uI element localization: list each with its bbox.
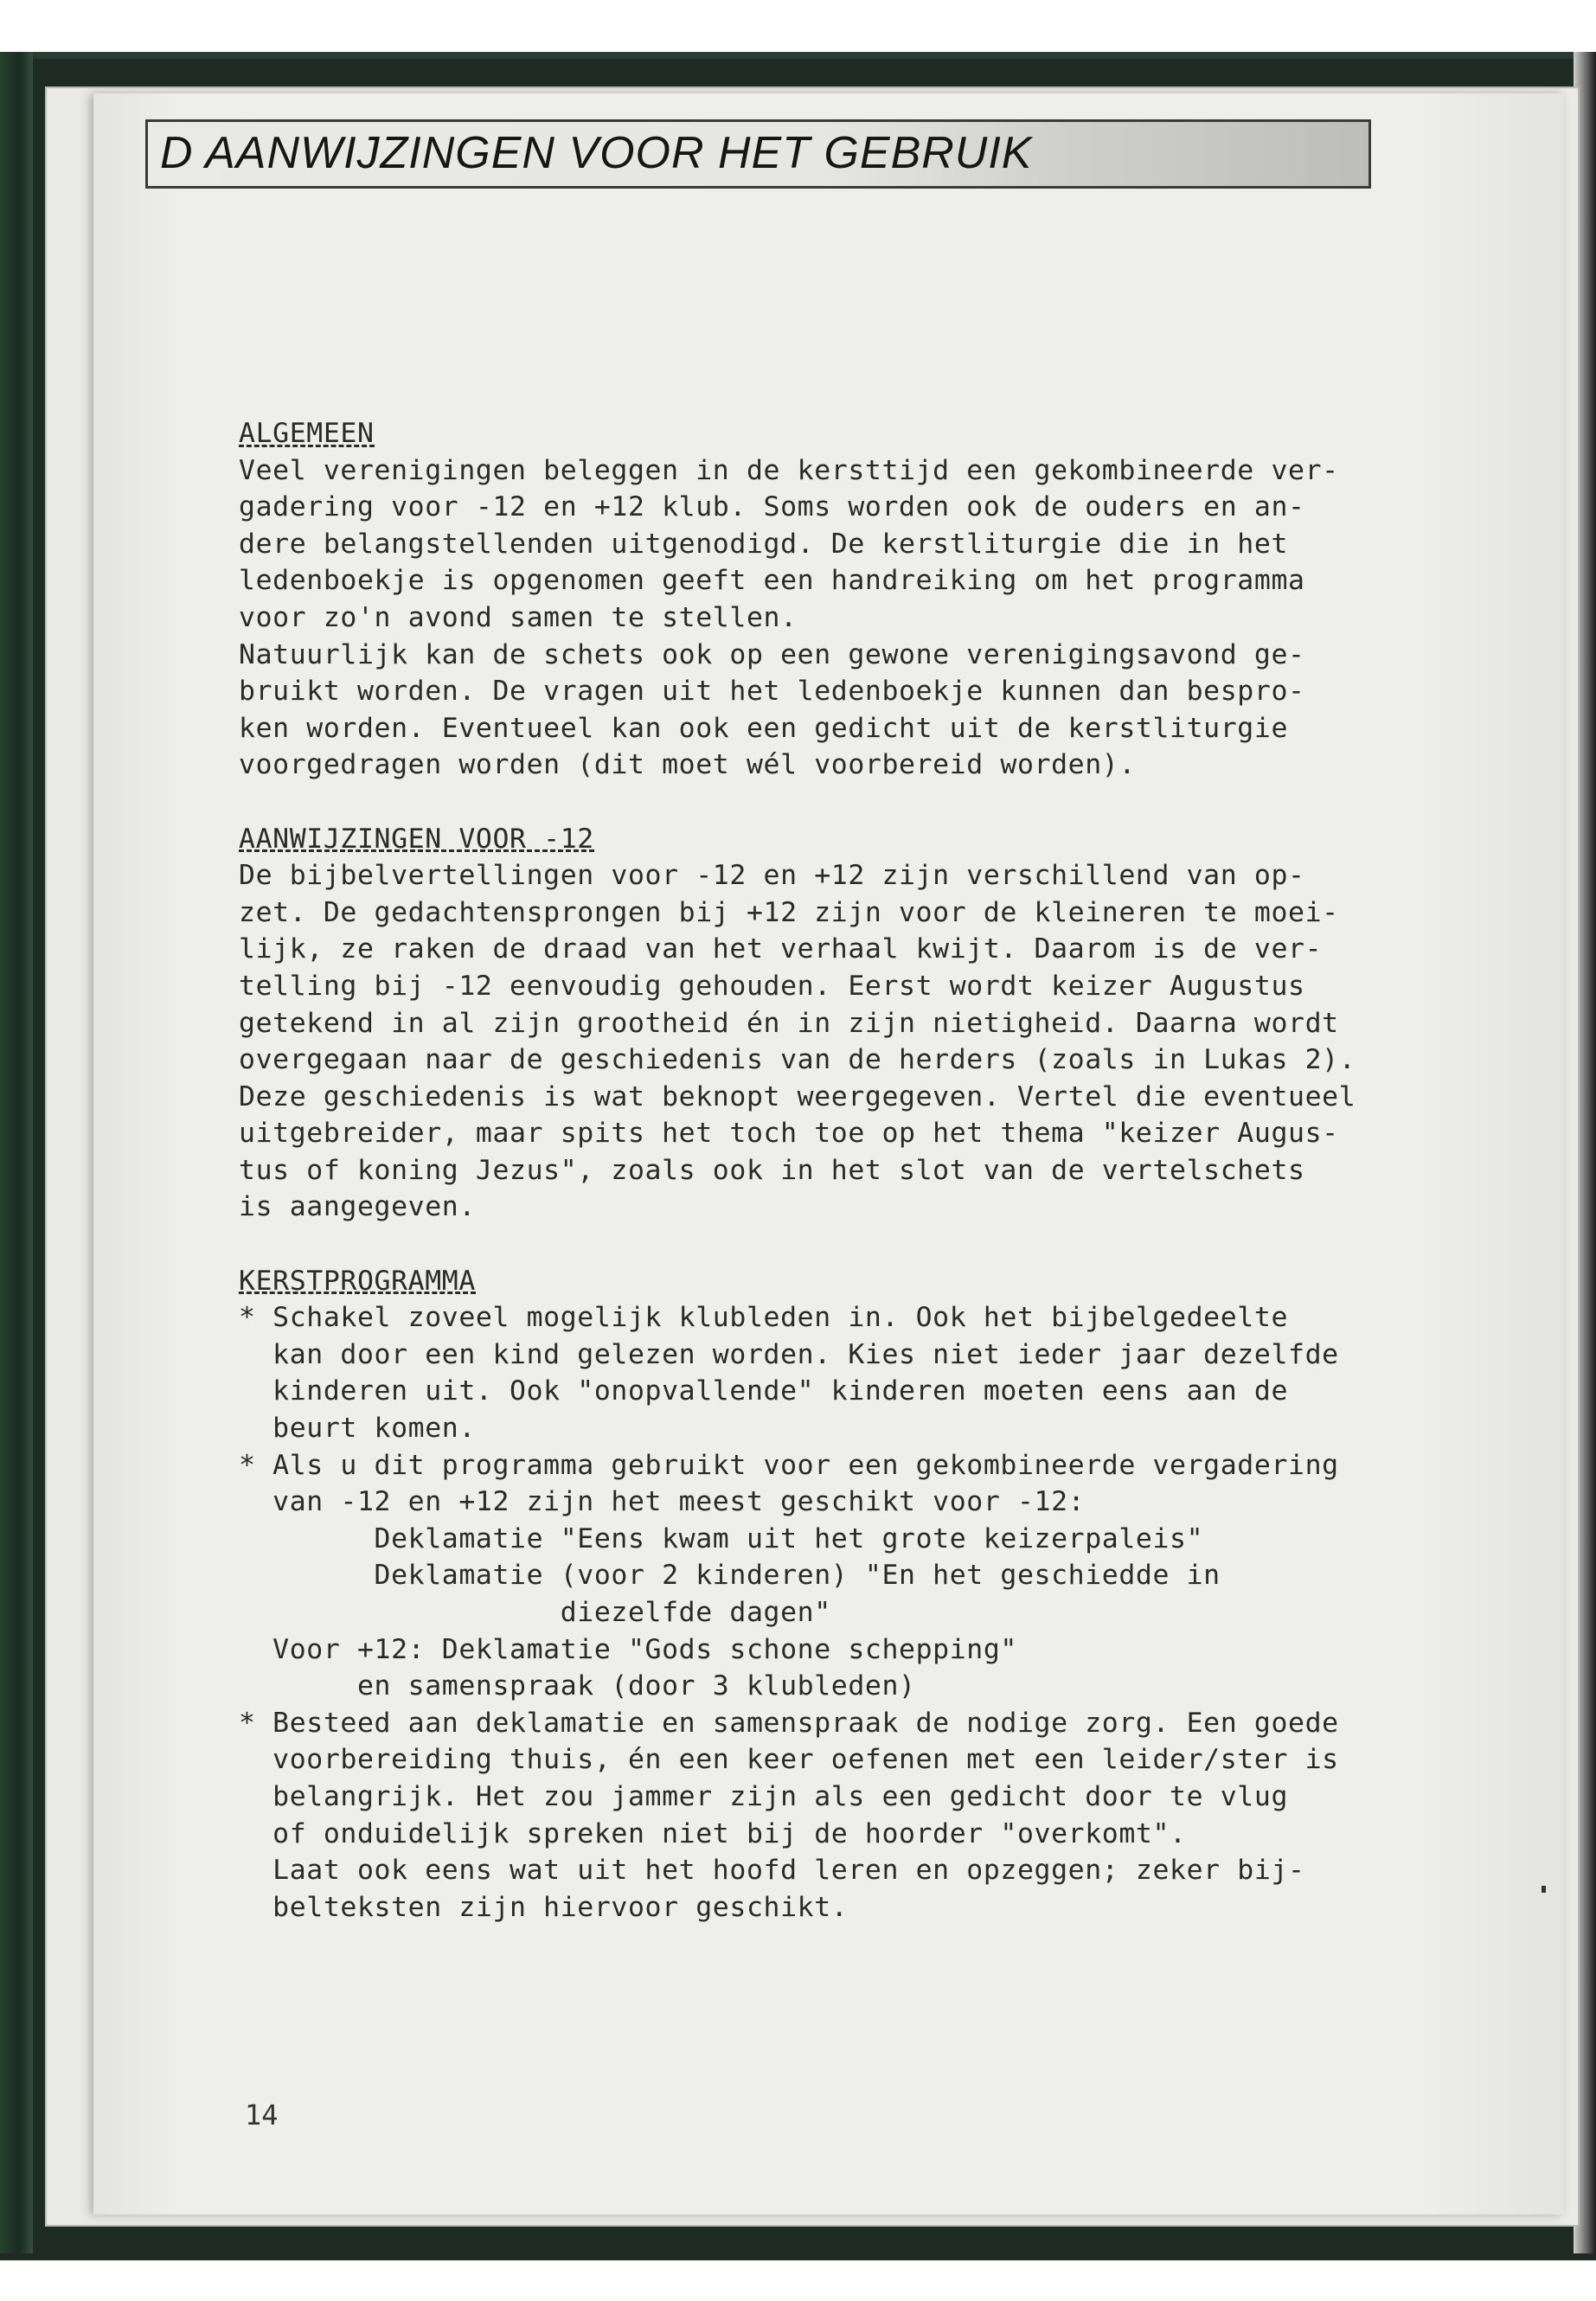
list-line: * Schakel zoveel mogelijk klubleden in. Ook het bijbelgedeelte (239, 1302, 1289, 1334)
paragraph-line: Deze geschiedenis is wat beknopt weergegeven. Vertel die eventueel (239, 1080, 1356, 1112)
list-line: en samenspraak (door 3 klubleden) (239, 1670, 916, 1702)
chapter-title: D AANWIJZINGEN VOOR HET GEBRUIK (160, 128, 1033, 178)
page-content (239, 415, 1484, 1926)
paragraph-line: telling bij -12 eenvoudig gehouden. Eerst wordt keizer Augustus (239, 970, 1305, 1002)
section-title-aanwijzingen: AANWIJZINGEN VOOR -12 (239, 821, 594, 858)
list-line: kan door een kind gelezen worden. Kies niet ieder jaar dezelfde (239, 1338, 1339, 1370)
paragraph-line: is aangegeven. (239, 1191, 476, 1223)
paragraph-line: Veel verenigingen beleggen in de kersttijd een gekombineerde ver- (239, 454, 1339, 486)
list-line: belangrijk. Het zou jammer zijn als een gedicht door te vlug (239, 1780, 1289, 1812)
section-spacer (239, 1226, 1484, 1263)
list-line: * Besteed aan deklamatie en samenspraak de nodige zorg. Een goede (239, 1707, 1339, 1739)
list-line: * Als u dit programma gebruikt voor een gekombineerde vergadering (239, 1449, 1339, 1481)
paragraph-line: overgegaan naar de geschiedenis van de herders (zoals in Lukas 2). (239, 1044, 1356, 1076)
list-line: diezelfde dagen" (239, 1597, 831, 1628)
section-kerstprogramma (239, 1263, 1484, 1926)
paragraph-line: De bijbelvertellingen voor -12 en +12 zijn verschillend van op- (239, 860, 1305, 892)
list-line: beurt komen. (239, 1413, 476, 1445)
paragraph-line: dere belangstellenden uitgenodigd. De kerstliturgie die in het (239, 528, 1289, 560)
list-line: Deklamatie (voor 2 kinderen) "En het geschiedde in (239, 1560, 1221, 1592)
paragraph-line: ledenboekje is opgenomen geeft een handreiking om het programma (239, 565, 1305, 597)
chapter-header-box (145, 119, 1371, 189)
list-line: Laat ook eens wat uit het hoofd leren en opzeggen; zeker bij- (239, 1855, 1305, 1887)
paragraph-line: voorgedragen worden (dit moet wél voorbereid worden). (239, 749, 1136, 781)
section-aanwijzingen (239, 821, 1484, 1227)
section-algemeen (239, 415, 1484, 784)
binder-spine (0, 52, 33, 2253)
paragraph-line: Natuurlijk kan de schets ook op een gewone verenigingsavond ge- (239, 638, 1305, 670)
paragraph-line: zet. De gedachtensprongen bij +12 zijn voor de kleineren te moei- (239, 896, 1339, 928)
section-title-algemeen: ALGEMEEN (239, 415, 375, 452)
list-line: Voor +12: Deklamatie "Gods schone schepping" (239, 1633, 1017, 1665)
list-line: van -12 en +12 zijn het meest geschikt voor -12: (239, 1486, 1086, 1518)
list-line: Deklamatie "Eens kwam uit het grote keizerpaleis" (239, 1522, 1204, 1554)
paragraph-line: gadering voor -12 en +12 klub. Soms worden ook de ouders en an- (239, 491, 1305, 523)
paragraph-line: tus of koning Jezus", zoals ook in het slot van de vertelschets (239, 1154, 1305, 1186)
list-line: kinderen uit. Ook "onopvallende" kinderen moeten eens aan de (239, 1375, 1289, 1407)
list-line: belteksten zijn hiervoor geschikt. (239, 1891, 849, 1923)
paragraph-line: ken worden. Eventueel kan ook een gedicht uit de kerstliturgie (239, 712, 1289, 744)
paragraph-line: lijk, ze raken de draad van het verhaal kwijt. Daarom is de ver- (239, 933, 1323, 965)
paragraph-line: voor zo'n avond samen te stellen. (239, 601, 798, 633)
list-line: of onduidelijk spreken niet bij de hoorder "overkomt". (239, 1817, 1187, 1849)
paragraph-line: uitgebreider, maar spits het toch toe op het thema "keizer Augus- (239, 1118, 1339, 1150)
paper-speck (1542, 1886, 1546, 1893)
page-number: 14 (245, 2099, 279, 2131)
list-line: voorbereiding thuis, én een keer oefenen met een leider/ster is (239, 1744, 1339, 1776)
paragraph-line: bruikt worden. De vragen uit het ledenboekje kunnen dan bespro- (239, 676, 1305, 708)
paragraph-line: getekend in al zijn grootheid én in zijn nietigheid. Daarna wordt (239, 1007, 1339, 1039)
section-spacer (239, 784, 1484, 821)
section-title-kerstprogramma: KERSTPROGRAMMA (239, 1263, 476, 1300)
